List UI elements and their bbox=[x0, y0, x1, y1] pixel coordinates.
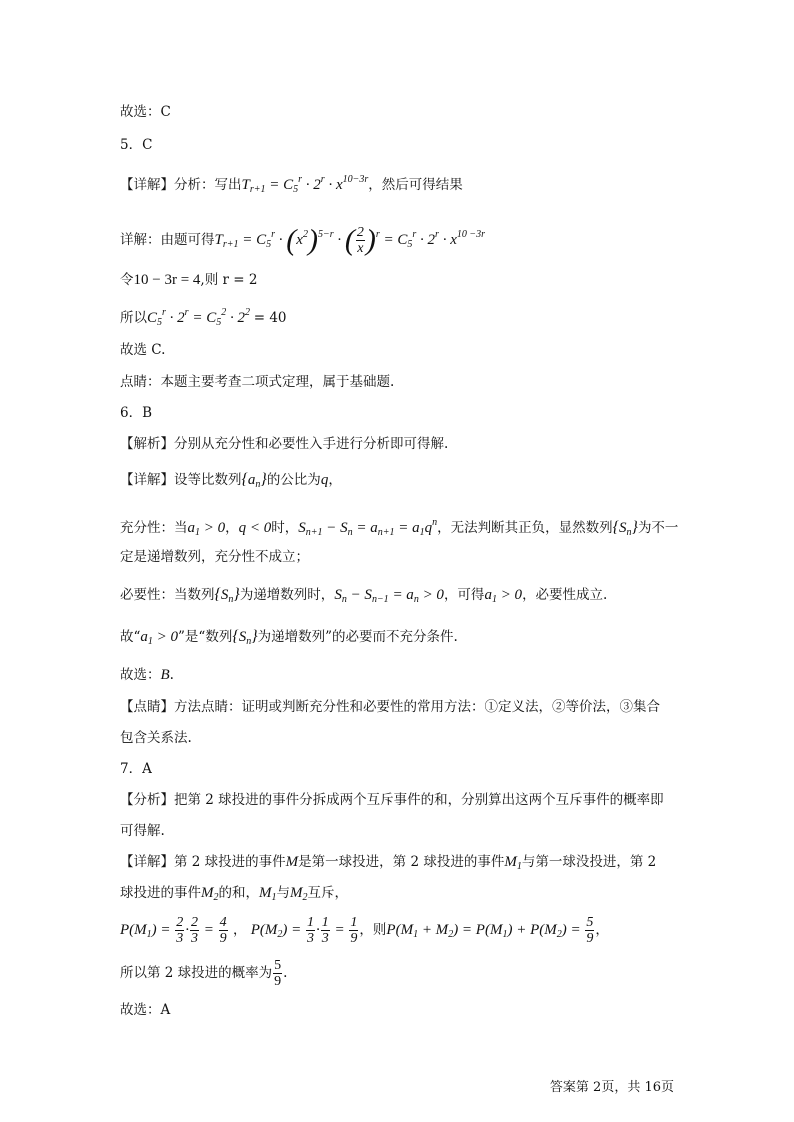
q7-analysis-cont: 可得解. bbox=[120, 823, 165, 839]
text: 故选： bbox=[120, 667, 161, 683]
q5-heading: 5．C bbox=[120, 137, 153, 153]
equation: 10 − 3r = 4 bbox=[133, 272, 201, 288]
formula-diff2: $S_n - S_{n-1} = a_n > 0$ bbox=[334, 587, 444, 605]
text: ， bbox=[595, 922, 609, 938]
choice-letter: B bbox=[160, 667, 170, 683]
text: . bbox=[283, 965, 288, 981]
event-m2: $M_2$ bbox=[201, 885, 219, 903]
event-m2: $M_2$ bbox=[290, 885, 308, 903]
q6-analysis: 【解析】分别从充分性和必要性入手进行分析即可得解. bbox=[120, 436, 449, 452]
page-footer: 答案第 2页，共 16页 bbox=[549, 1080, 674, 1095]
text: 球投进的事件 bbox=[120, 885, 201, 901]
q5-remark: 点睛：本题主要考查二项式定理，属于基础题. bbox=[120, 374, 395, 390]
q5-solve bbox=[120, 270, 257, 290]
formula-p-m1: $P(M_1)$ = $\frac{2}{3}$ · $\frac{2}{3}$ = $\frac{4}{9}$ bbox=[120, 915, 227, 947]
text: 是第一球投进，第 2 球投进的事件 bbox=[298, 854, 505, 870]
q6-heading: 6．B bbox=[120, 405, 153, 421]
text: 【详解】分析：写出 bbox=[120, 177, 242, 193]
formula-general-term: $T_{r+1} = C_5^r \cdot 2^r \cdot x^{10-3r}$ bbox=[241, 174, 369, 195]
text: ，必要性成立. bbox=[522, 587, 608, 603]
q6-remark: 【点睛】方法点睛：证明或判断充分性和必要性的常用方法：①定义法，②等价法，③集合 bbox=[120, 699, 660, 715]
formula-diff: $S_{n+1} - S_n = a_{n+1} = a_1q^n$ bbox=[298, 517, 438, 538]
text: 为不一 bbox=[637, 520, 679, 536]
text: 为递增数列时， bbox=[239, 587, 335, 603]
q6-remark-cont: 包含关系法. bbox=[120, 730, 192, 746]
q7-detail bbox=[120, 852, 656, 877]
q5-detail bbox=[120, 215, 485, 265]
sequence-s: $\{S_n\}$ bbox=[232, 628, 258, 647]
q7-result bbox=[120, 955, 287, 991]
q5-choice: 故选 C. bbox=[120, 342, 166, 358]
q7-choice: 故选：A bbox=[120, 1002, 171, 1018]
sequence-s: $\{S_n\}$ bbox=[612, 519, 638, 538]
q7-heading: 7．A bbox=[120, 761, 152, 777]
text: 与 bbox=[276, 885, 290, 901]
formula-p-sum: $P(M_1 + M_2) = P(M_1) + P(M_2)$ = $\frac{5}{9}$ bbox=[386, 915, 594, 947]
text: 故“ bbox=[120, 629, 141, 645]
text: . bbox=[169, 667, 174, 683]
text: 的和， bbox=[218, 885, 259, 901]
q6-conclusion bbox=[120, 627, 458, 652]
event-m1: $M_1$ bbox=[504, 854, 522, 872]
sequence-a: $\{a_n\}$ bbox=[241, 471, 267, 490]
text: 充分性：当 bbox=[120, 520, 188, 536]
text: = 40 bbox=[253, 310, 287, 326]
cond-a1: $a_1 > 0$ bbox=[484, 587, 523, 605]
q5-result bbox=[120, 303, 287, 333]
text: 与第一球没投进，第 2 bbox=[521, 854, 657, 870]
q7-detail-cont bbox=[120, 883, 348, 908]
text: 【详解】设等比数列 bbox=[120, 472, 242, 488]
text: ”是“数列 bbox=[178, 629, 233, 645]
q6-sufficiency-cont: 定是递增数列，充分性不成立； bbox=[120, 549, 309, 565]
line-answer-4: 故选：C bbox=[120, 104, 171, 120]
q7-analysis: 【分析】把第 2 球投进的事件分拆成两个互斥事件的和，分别算出这两个互斥事件的概率即 bbox=[120, 792, 664, 808]
text: 为递增数列”的必要而不充分条件. bbox=[257, 629, 458, 645]
text: ， bbox=[225, 520, 239, 536]
text: ，然后可得结果 bbox=[368, 177, 463, 193]
text: 详解：由题可得 bbox=[120, 232, 215, 248]
event-m: M bbox=[285, 854, 299, 870]
text: 的公比为 bbox=[266, 472, 321, 488]
q5-analysis bbox=[120, 170, 463, 200]
formula-expansion: $T_{r+1} = C_5^r \cdot (x^2)^{5-r}$ · ( $\frac{2}{x}$ )$^r = C_5^r \cdot 2^r \cdot x^{10 -3r}$ bbox=[214, 223, 486, 257]
sequence-s: $\{S_n\}$ bbox=[214, 586, 240, 605]
text: ,则 r = 2 bbox=[200, 272, 258, 288]
formula-coefficient: $C_5^r \cdot 2^r = C_5^2 \cdot 2^2$ bbox=[147, 307, 250, 328]
text: ，无法判断其正负，显然数列 bbox=[437, 520, 613, 536]
formula-p-m2: $P(M_2)$ = $\frac{1}{3}$ · $\frac{1}{3}$ = $\frac{1}{9}$ bbox=[250, 915, 358, 947]
q7-probabilities: $P(M_1)$ = $\frac{2}{3}$ · $\frac{2}{3}$ = $\frac{4}{9}$ ， $P(M_2)$ = $\frac{1}{3}$ · $\frac{1}{3}$ = $\frac{1}{9}$ ，则$P(M_1 + M_2) = P(M_1) + P(M_2)$ = $\frac{5}{9}$ ， bbox=[120, 915, 609, 947]
cond-q: q < 0 bbox=[238, 520, 272, 536]
text: 所以第 2 球投进的概率为 bbox=[120, 965, 273, 981]
ratio-q: q bbox=[320, 472, 329, 488]
text: 时， bbox=[271, 520, 299, 536]
q6-detail bbox=[120, 470, 342, 495]
cond-a1: $a_1 > 0$ bbox=[187, 520, 226, 538]
text: 令 bbox=[120, 272, 134, 288]
fraction-5-9: $\frac{5}{9}$ bbox=[274, 958, 282, 989]
text: 【详解】第 2 球投进的事件 bbox=[120, 854, 286, 870]
text: ，可得 bbox=[443, 587, 485, 603]
cond-a1: $a_1 > 0$ bbox=[140, 629, 179, 647]
q6-choice bbox=[120, 665, 174, 685]
text: ， bbox=[328, 472, 342, 488]
text: 所以 bbox=[120, 310, 147, 326]
q6-sufficiency bbox=[120, 513, 678, 543]
text: ，则 bbox=[359, 922, 387, 938]
q6-necessity bbox=[120, 585, 607, 610]
event-m1: $M_1$ bbox=[259, 885, 277, 903]
text: 必要性：当数列 bbox=[120, 587, 215, 603]
text: 互斥， bbox=[307, 885, 348, 901]
